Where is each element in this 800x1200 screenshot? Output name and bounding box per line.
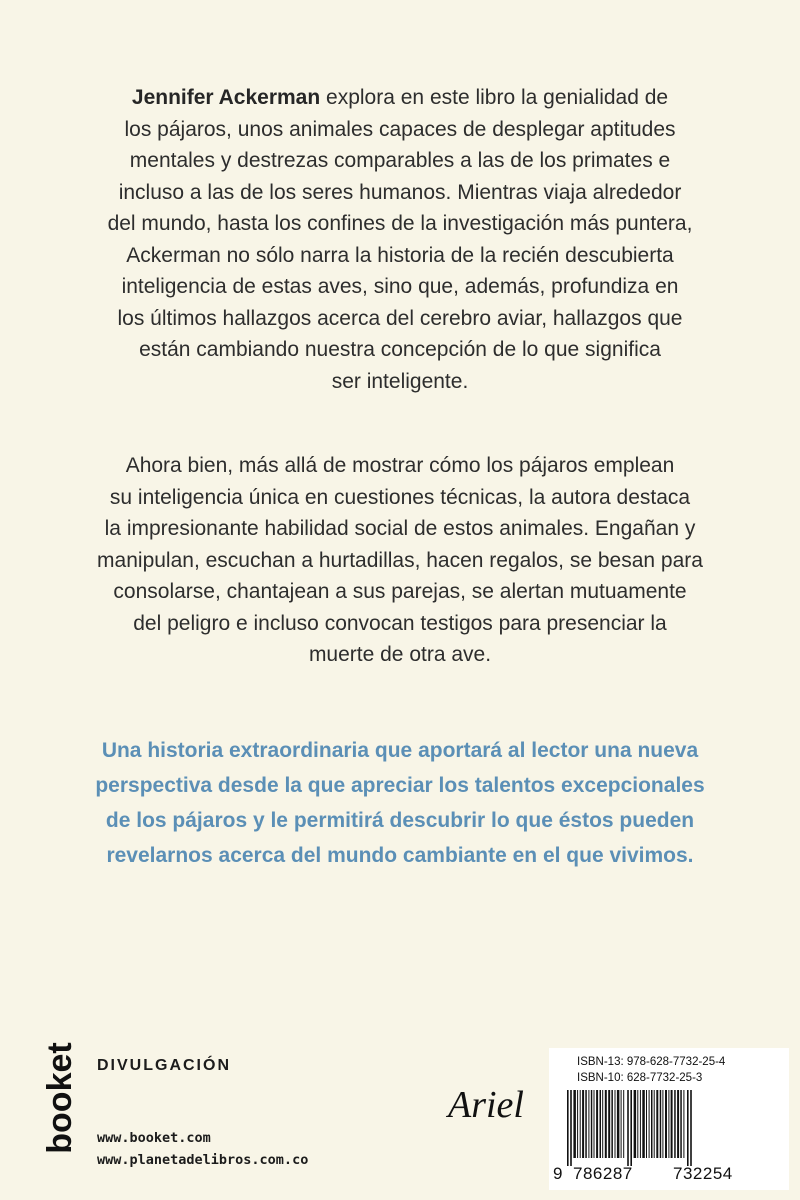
barcode-bar — [660, 1090, 662, 1158]
barcode-digit-first: 9 — [553, 1164, 563, 1183]
author-name: Jennifer Ackerman — [131, 86, 321, 109]
blurb-line: de los pájaros y le permitirá descubrir lo que éstos pueden — [105, 809, 695, 832]
publisher-logo-ariel: Ariel — [448, 1084, 524, 1126]
barcode-bar — [680, 1090, 682, 1158]
booket-logo — [36, 1042, 86, 1154]
barcode-bar — [627, 1090, 629, 1166]
barcode-bar — [585, 1090, 587, 1158]
paragraph-line: los últimos hallazgos acerca del cerebro aviar, hallazgos que — [117, 306, 683, 330]
description-paragraph — [60, 82, 740, 397]
barcode-bar — [665, 1090, 667, 1158]
barcode-bar — [605, 1090, 607, 1158]
barcode-bar — [580, 1090, 581, 1158]
barcode-digits-left: 786287 — [573, 1164, 633, 1183]
booket-logo-text: booket — [41, 1042, 79, 1154]
barcode-bar — [567, 1090, 569, 1166]
barcode-bar — [600, 1090, 602, 1158]
first-line-text: explora en este libro la genialidad de — [320, 86, 669, 109]
barcode-bar — [582, 1090, 584, 1158]
barcode-bar — [662, 1090, 663, 1158]
barcode-bar — [649, 1090, 650, 1158]
barcode-bar — [573, 1090, 576, 1158]
website-planetadelibros: www.planetadelibros.com.co — [97, 1152, 309, 1168]
barcode-bar — [588, 1090, 589, 1158]
paragraph-line: los pájaros, unos animales capaces de desplegar aptitudes — [124, 117, 676, 141]
barcode-bar — [577, 1090, 578, 1158]
barcode-bar — [668, 1090, 669, 1158]
barcode-bar — [642, 1090, 645, 1158]
barcode-bar — [637, 1090, 638, 1158]
isbn-10: ISBN-10: 628-7732-25-3 — [577, 1072, 703, 1084]
paragraph-line: mentales y destrezas comparables a las de los primates e — [129, 149, 671, 172]
barcode-bar — [608, 1090, 610, 1158]
barcode-bar — [683, 1090, 684, 1158]
website-booket: www.booket.com — [97, 1130, 211, 1146]
barcode-bars — [565, 1090, 775, 1166]
barcode-bar — [654, 1090, 655, 1158]
barcode-bar — [617, 1090, 620, 1158]
barcode-bar — [602, 1090, 603, 1158]
barcode-bar — [687, 1090, 689, 1166]
barcode-bar — [656, 1090, 658, 1158]
barcode-bar — [651, 1090, 653, 1158]
paragraph-line: del mundo, hasta los confines de la investigación más puntera, — [107, 212, 693, 235]
highlight-blurb — [50, 733, 750, 873]
paragraph-line: ser inteligente. — [331, 369, 469, 393]
barcode-bar — [671, 1090, 673, 1158]
paragraph-line: muerte de otra ave. — [308, 643, 492, 666]
paragraph-line: consolarse, chantajean a sus parejas, se alertan mutuamente — [113, 580, 687, 603]
barcode-bar — [634, 1090, 637, 1158]
second-paragraph — [60, 450, 740, 671]
barcode-bar — [570, 1090, 572, 1166]
paragraph-line — [60, 82, 740, 114]
barcode-bar — [674, 1090, 676, 1158]
barcode-bar — [591, 1090, 593, 1158]
blurb-line: revelarnos acerca del mundo cambiante en el que vivimos. — [106, 844, 694, 867]
barcode-bar — [615, 1090, 616, 1158]
paragraph-line: Ahora bien, más allá de mostrar cómo los pájaros emplean — [125, 454, 675, 477]
barcode-bar — [621, 1090, 622, 1158]
collection-label: DIVULGACIÓN — [97, 1057, 231, 1074]
barcode-bar — [646, 1090, 647, 1158]
barcode-digits-right: 732254 — [673, 1164, 733, 1183]
barcode-bar — [640, 1090, 641, 1158]
paragraph-line: incluso a las de los seres humanos. Mientras viaja alrededor — [118, 180, 682, 204]
barcode-bar — [623, 1090, 624, 1158]
isbn-13: ISBN-13: 978-628-7732-25-4 — [577, 1056, 726, 1068]
paragraph-line: inteligencia de estas aves, sino que, además, profundiza en — [121, 275, 679, 298]
blurb-line: perspectiva desde la que apreciar los talentos excepcionales — [95, 774, 705, 797]
barcode-bar — [677, 1090, 679, 1158]
barcode-bar — [596, 1090, 598, 1158]
barcode-bar — [690, 1090, 692, 1166]
paragraph-line: su inteligencia única en cuestiones técnicas, la autora destaca — [109, 485, 691, 509]
barcode-bar — [630, 1090, 632, 1166]
paragraph-line: la impresionante habilidad social de estos animales. Engañan y — [104, 517, 696, 540]
barcode-panel — [549, 1048, 789, 1190]
paragraph-line: del peligro e incluso convocan testigos para presenciar la — [133, 611, 667, 635]
blurb-line: Una historia extraordinaria que aportará al lector una nueva — [101, 739, 699, 762]
paragraph-line: están cambiando nuestra concepción de lo que significa — [139, 338, 661, 361]
paragraph-line: manipulan, escuchan a hurtadillas, hacen regalos, se besan para — [97, 548, 703, 572]
barcode-bar — [611, 1090, 613, 1158]
barcode-bar — [594, 1090, 595, 1158]
paragraph-line: Ackerman no sólo narra la historia de la recién descubierta — [126, 243, 674, 267]
